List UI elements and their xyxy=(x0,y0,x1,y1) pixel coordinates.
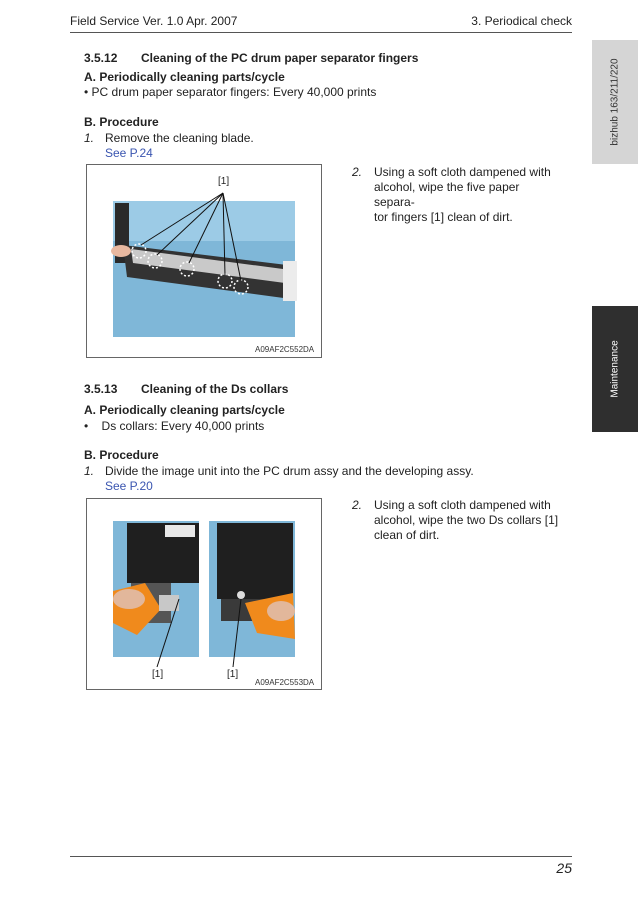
section2-number: 3.5.13 xyxy=(84,382,118,396)
figure1-callout: [1] xyxy=(218,176,230,187)
model-tab xyxy=(592,40,638,164)
section2-a-bullet: • Ds collars: Every 40,000 prints xyxy=(84,419,265,433)
footer-rule xyxy=(70,856,572,857)
header-right: 3. Periodical check xyxy=(471,14,572,28)
section1-title-text: Cleaning of the PC drum paper separator fingers xyxy=(141,51,419,65)
figure2-caption: A09AF2C553DA xyxy=(255,678,315,687)
figure2-callout-right: [1] xyxy=(227,669,239,680)
section-tab xyxy=(592,306,638,432)
section2-b-heading: B. Procedure xyxy=(84,448,159,462)
figure2-callout-left: [1] xyxy=(152,669,164,680)
figure1-photo xyxy=(87,165,323,359)
header-left: Field Service Ver. 1.0 Apr. 2007 xyxy=(70,14,238,28)
section1-a-bullet: • PC drum paper separator fingers: Every 40,000 prints xyxy=(84,85,377,99)
figure2 xyxy=(86,498,322,690)
section-tab-label: Maintenance xyxy=(609,340,621,398)
section2-a-heading: A. Periodically cleaning parts/cycle xyxy=(84,403,285,417)
section1-see-link[interactable]: See P.24 xyxy=(105,146,153,160)
figure1-caption: A09AF2C552DA xyxy=(255,345,315,354)
section2-step2: 2. Using a soft cloth dampened with alcohol, wipe the two Ds collars [1] clean of dirt. xyxy=(352,498,559,542)
figure1 xyxy=(86,164,322,358)
section1-title xyxy=(84,51,418,65)
figure2-photo xyxy=(87,499,323,691)
section2-see-link[interactable]: See P.20 xyxy=(105,479,153,493)
header-rule xyxy=(70,32,572,33)
section1-step1: 1. Remove the cleaning blade. xyxy=(84,131,254,145)
section1-number: 3.5.12 xyxy=(84,51,118,65)
page-number: 25 xyxy=(556,860,572,876)
model-tab-label: bizhub 163/211/220 xyxy=(609,58,621,146)
section2-step1: 1. Divide the image unit into the PC drum assy and the developing assy. xyxy=(84,464,474,478)
section2-title xyxy=(84,382,288,396)
section1-step2: 2. Using a soft cloth dampened with alcohol, wipe the five paper separa- tor fingers [1] clean of dirt. xyxy=(352,165,551,224)
section1-b-heading: B. Procedure xyxy=(84,115,159,129)
section1-a-heading: A. Periodically cleaning parts/cycle xyxy=(84,70,285,84)
section2-title-text: Cleaning of the Ds collars xyxy=(141,382,289,396)
